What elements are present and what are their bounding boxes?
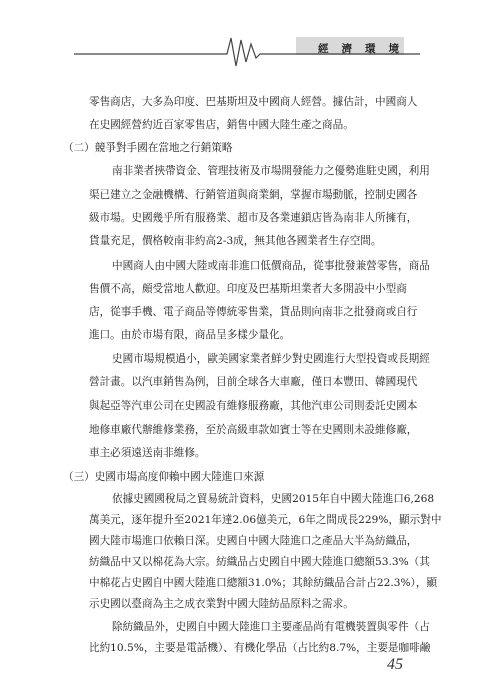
text-line: 店，從事手機、電子商品等傳統零售業，貨品則向南非之批發商或自行	[89, 306, 418, 318]
text-line: 進口。由於市場有限，商品呈多樣少量化。	[89, 329, 291, 341]
text-line: 史國市場規模過小，歐美國家業者鮮少對史國進行大型投資或長期經	[112, 353, 430, 365]
text-line: 萬美元，逐年提升至2021年達2.06億美元，6年之間成長229%，顯示對中	[89, 514, 442, 526]
page-header	[0, 0, 480, 80]
page-number: 45	[387, 656, 403, 673]
text-line: 比約10.5%，主要是電話機）、有機化學品（占比約8.7%，主要是咖啡鹼	[89, 642, 431, 654]
header-title: 經濟環境	[318, 43, 412, 55]
section-heading: （三）史國市場高度仰賴中國大陸進口來源	[63, 471, 265, 483]
text-line: 在史國經營約近百家零售店，銷售中國大陸生產之商品。	[89, 119, 354, 131]
text-line: 車主必須遠送南非維修。	[89, 447, 206, 459]
text-line: 依據史國國稅局之貿易統計資料，史國2015年自中國大陸進口6,268	[112, 493, 435, 505]
text-line: 示史國以臺商為主之成衣業對中國大陸紡品原料之需求。	[89, 598, 354, 610]
text-line: 南非業者挾帶資金、管理技術及市場開發能力之優勢進駐史國，利用	[112, 165, 430, 177]
text-line: 營計畫。以汽車銷售為例，目前全球各大車廠，僅日本豐田、韓國現代	[89, 376, 418, 388]
text-line: 級市場。史國幾乎所有服務業、超市及各業連鎖店皆為南非人所擁有，	[89, 212, 418, 224]
text-line: 地修車廠代辦維修業務，至於高級車款如賓士等在史國則未設維修廠，	[89, 424, 418, 436]
text-line: 紡織品中又以棉花為大宗。紡織品占史國自中國大陸進口總額53.3%（其	[89, 556, 430, 568]
header-ecg-line-icon	[0, 0, 480, 80]
text-line: 貨量充足，價格較南非約高2-3成，無其他各國業者生存空間。	[89, 235, 382, 247]
text-line: 中棉花占史國自中國大陸進口總額31.0%；其餘紡織品合計占22.3%），顯	[89, 577, 438, 589]
text-line: 渠已建立之金融機構、行銷管道與商業網，掌握市場動脈，控制史國各	[89, 189, 418, 201]
text-line: 國大陸市場進口依賴日深。史國自中國大陸進口之產品大半為紡織品，	[89, 535, 418, 547]
text-line: 中國商人由中國大陸或南非進口低價商品，從事批發兼營零售，商品	[112, 260, 430, 272]
text-line: 除紡織品外，史國自中國大陸進口主要產品尚有電機裝置與零件（占	[112, 621, 430, 633]
text-line: 與起亞等汽車公司在史國設有維修服務廠，其他汽車公司則委託史國本	[89, 400, 418, 412]
text-line: 零售商店，大多為印度、巴基斯坦及中國商人經營。據估計，中國商人	[89, 96, 418, 108]
text-line: 售價不高，頗受當地人歡迎。印度及巴基斯坦業者大多開設中小型商	[89, 283, 407, 295]
section-heading: （二）競爭對手國在當地之行銷策略	[63, 142, 233, 154]
